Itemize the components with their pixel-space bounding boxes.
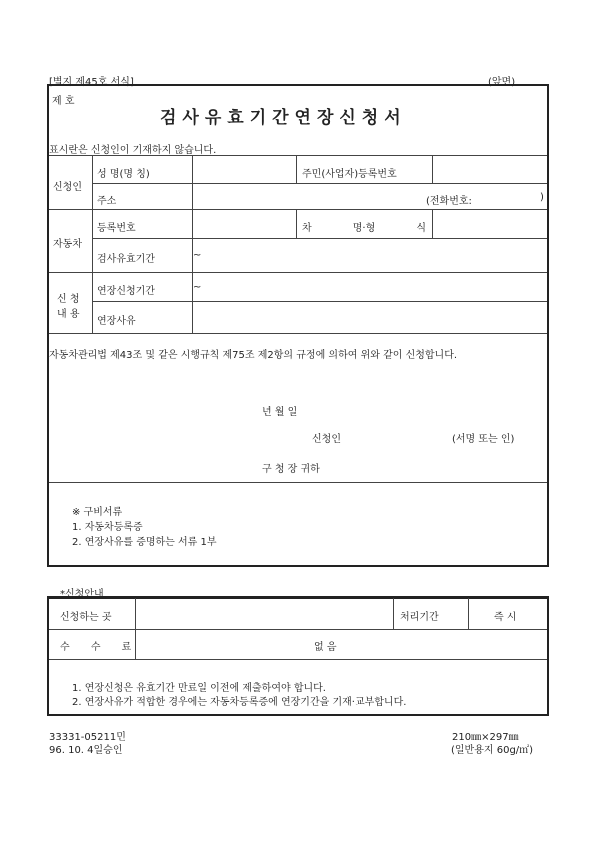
extension-period-separator: ~ (193, 282, 202, 293)
request-section-label-bottom: 내 용 (57, 309, 80, 320)
required-documents-header: ※ 구비서류 (72, 507, 123, 518)
statement: 자동차관리법 제43조 및 같은 시행규칙 제75조 제2항의 규정에 의하여 위와 같이 신청합니다. (49, 350, 458, 361)
guide-title: *신청안내 (60, 589, 104, 600)
receipt-number-label: 제 호 (52, 96, 75, 107)
fee-label: 수 수 료 (60, 642, 141, 653)
registration-number-label: 주민(사업자)등록번호 (302, 169, 397, 180)
fee-value: 없 음 (314, 642, 337, 653)
front-side-label: (앞면) (488, 77, 516, 88)
applicant-section-label: 신청인 (53, 182, 82, 193)
date-line: 년 월 일 (262, 407, 298, 418)
phone-label: (전화번호: (426, 196, 472, 207)
vehicle-model-label: 차 명·형 식 (302, 223, 426, 234)
guide-note: 1. 연장신청은 유효기간 만료일 이전에 제출하여야 합니다. (72, 683, 326, 694)
vehicle-section-label: 자동차 (53, 239, 82, 250)
fill-note: 표시란은 신청인이 기재하지 않습니다. (49, 145, 217, 156)
required-document-item: 1. 자동차등록증 (72, 522, 143, 533)
processing-period-value: 즉 시 (494, 612, 517, 623)
applicant-signature-label: 신청인 (312, 434, 341, 445)
request-section-label-top: 신 청 (57, 294, 80, 305)
form-code: 33331-05211민 (49, 732, 126, 743)
extension-period-label: 연장신청기간 (97, 286, 155, 297)
form-number: [별지 제45호 서식] (49, 77, 134, 88)
name-label: 성 명(명 칭) (97, 169, 150, 180)
submit-place-label: 신청하는 곳 (60, 612, 112, 623)
addressee: 구 청 장 귀하 (262, 464, 320, 475)
inspection-validity-separator: ~ (193, 250, 202, 261)
guide-note: 2. 연장사유가 적합한 경우에는 자동차등록증에 연장기간을 기재·교부합니다. (72, 697, 407, 708)
form-title: 검사유효기간연장신청서 (160, 108, 407, 128)
processing-period-label: 처리기간 (400, 612, 439, 623)
signature-hint: (서명 또는 인) (452, 434, 515, 445)
paper-size: 210㎜×297㎜ (452, 732, 519, 743)
vehicle-registration-label: 등록번호 (97, 223, 136, 234)
approval-date: 96. 10. 4일승인 (49, 745, 123, 756)
paper-type: (일반용지 60g/㎡) (451, 745, 534, 756)
table-top-line (49, 155, 547, 156)
address-label: 주소 (97, 196, 117, 207)
inspection-validity-label: 검사유효기간 (97, 254, 155, 265)
required-document-item: 2. 연장사유를 증명하는 서류 1부 (72, 537, 217, 548)
extension-reason-label: 연장사유 (97, 316, 136, 327)
phone-close: ) (540, 192, 544, 203)
